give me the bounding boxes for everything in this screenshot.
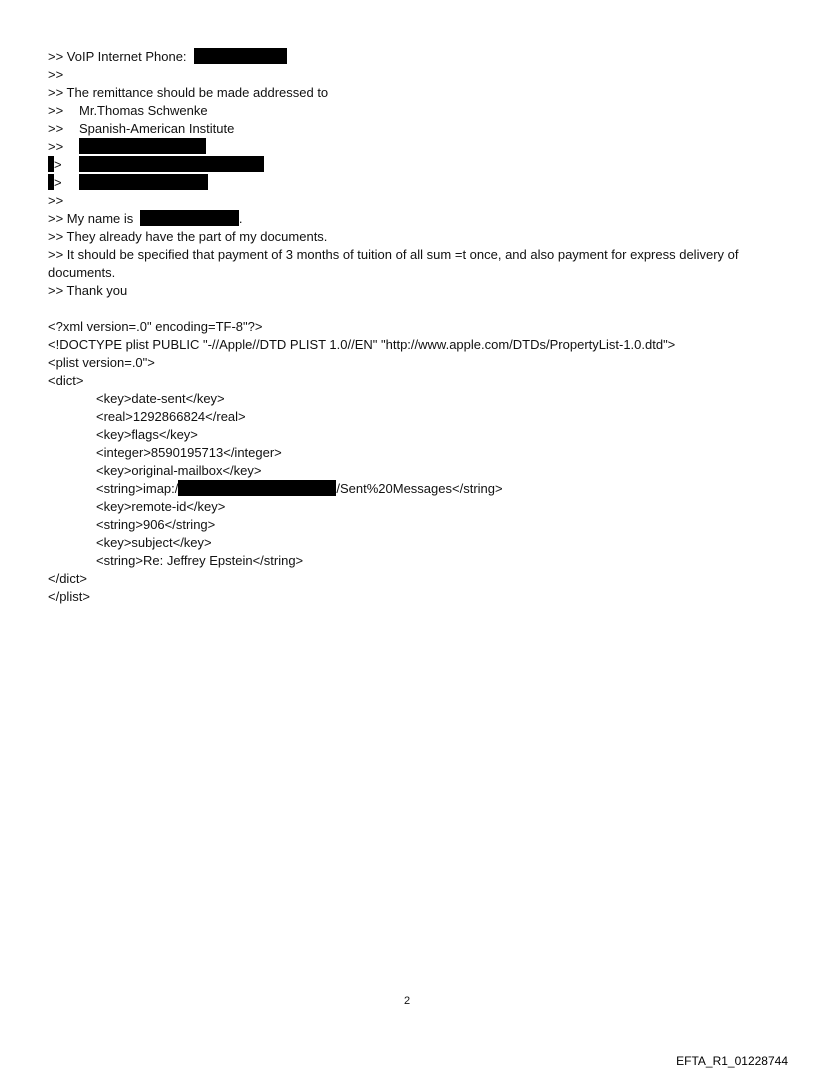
recipient-org-line (48, 120, 63, 138)
redaction-block (194, 48, 287, 64)
thanks-line: >> Thank you (48, 283, 128, 298)
plist-close-tag: </plist> (48, 589, 90, 604)
quote-marker: > (54, 175, 62, 190)
dict-open-tag: <dict> (48, 373, 84, 388)
plist-entry: <key>subject</key> (96, 535, 212, 550)
quote-marker: >> (48, 139, 64, 154)
quote-marker: >> (48, 121, 64, 136)
redaction-block (140, 210, 239, 226)
imap-string-line (96, 480, 503, 498)
address-line-1 (48, 138, 63, 156)
blank-quote-line (48, 66, 63, 84)
blank-quote-line (48, 192, 63, 210)
doctype-line: <!DOCTYPE plist PUBLIC "-//Apple//DTD PLIST 1.0//EN" "http://www.apple.com/DTDs/PropertyList-1.0.dtd"> (48, 337, 676, 352)
remittance-intro-line: >> The remittance should be made addressed to (48, 85, 329, 100)
plist-entry: <string>Re: Jeffrey Epstein</string> (96, 553, 304, 568)
quote-marker: >> (48, 103, 64, 118)
recipient-org: Spanish-American Institute (79, 121, 235, 136)
documents-line: >> They already have the part of my documents. (48, 229, 328, 244)
redaction-block (79, 174, 208, 190)
quote-marker: > (54, 157, 62, 172)
address-line-2 (54, 156, 62, 174)
quote-marker: >> (48, 67, 64, 82)
redaction-block (178, 480, 336, 496)
imap-prefix: <string>imap:/ (96, 481, 179, 496)
plist-entry: <real>1292866824</real> (96, 409, 246, 424)
redaction-block (79, 138, 206, 154)
quote-marker: >> (48, 193, 64, 208)
imap-suffix: /Sent%20Messages</string> (336, 481, 503, 496)
page-number: 2 (404, 995, 411, 1007)
xml-declaration: <?xml version=.0" encoding=TF-8"?> (48, 319, 263, 334)
plist-entry: <key>date-sent</key> (96, 391, 225, 406)
voip-line (48, 48, 287, 66)
payment-line: >> It should be specified that payment of 3 months of tuition of all sum =t once, and also payment for express delivery of documents. (48, 247, 739, 280)
name-line (48, 210, 243, 228)
plist-entry: <key>remote-id</key> (96, 499, 226, 514)
bates-number: EFTA_R1_01228744 (676, 1054, 788, 1068)
plist-entry: <key>flags</key> (96, 427, 198, 442)
plist-open-tag: <plist version=.0"> (48, 355, 155, 370)
recipient-name-line (48, 102, 63, 120)
voip-label: >> VoIP Internet Phone: (48, 49, 187, 64)
redaction-block (79, 156, 264, 172)
address-line-3 (54, 174, 62, 192)
recipient-name: Mr.Thomas Schwenke (79, 103, 208, 118)
dict-close-tag: </dict> (48, 571, 88, 586)
plist-entry: <integer>8590195713</integer> (96, 445, 282, 460)
plist-entry: <key>original-mailbox</key> (96, 463, 262, 478)
name-suffix: . (238, 211, 243, 226)
plist-entry: <string>906</string> (96, 517, 216, 532)
name-label: >> My name is (48, 211, 134, 226)
